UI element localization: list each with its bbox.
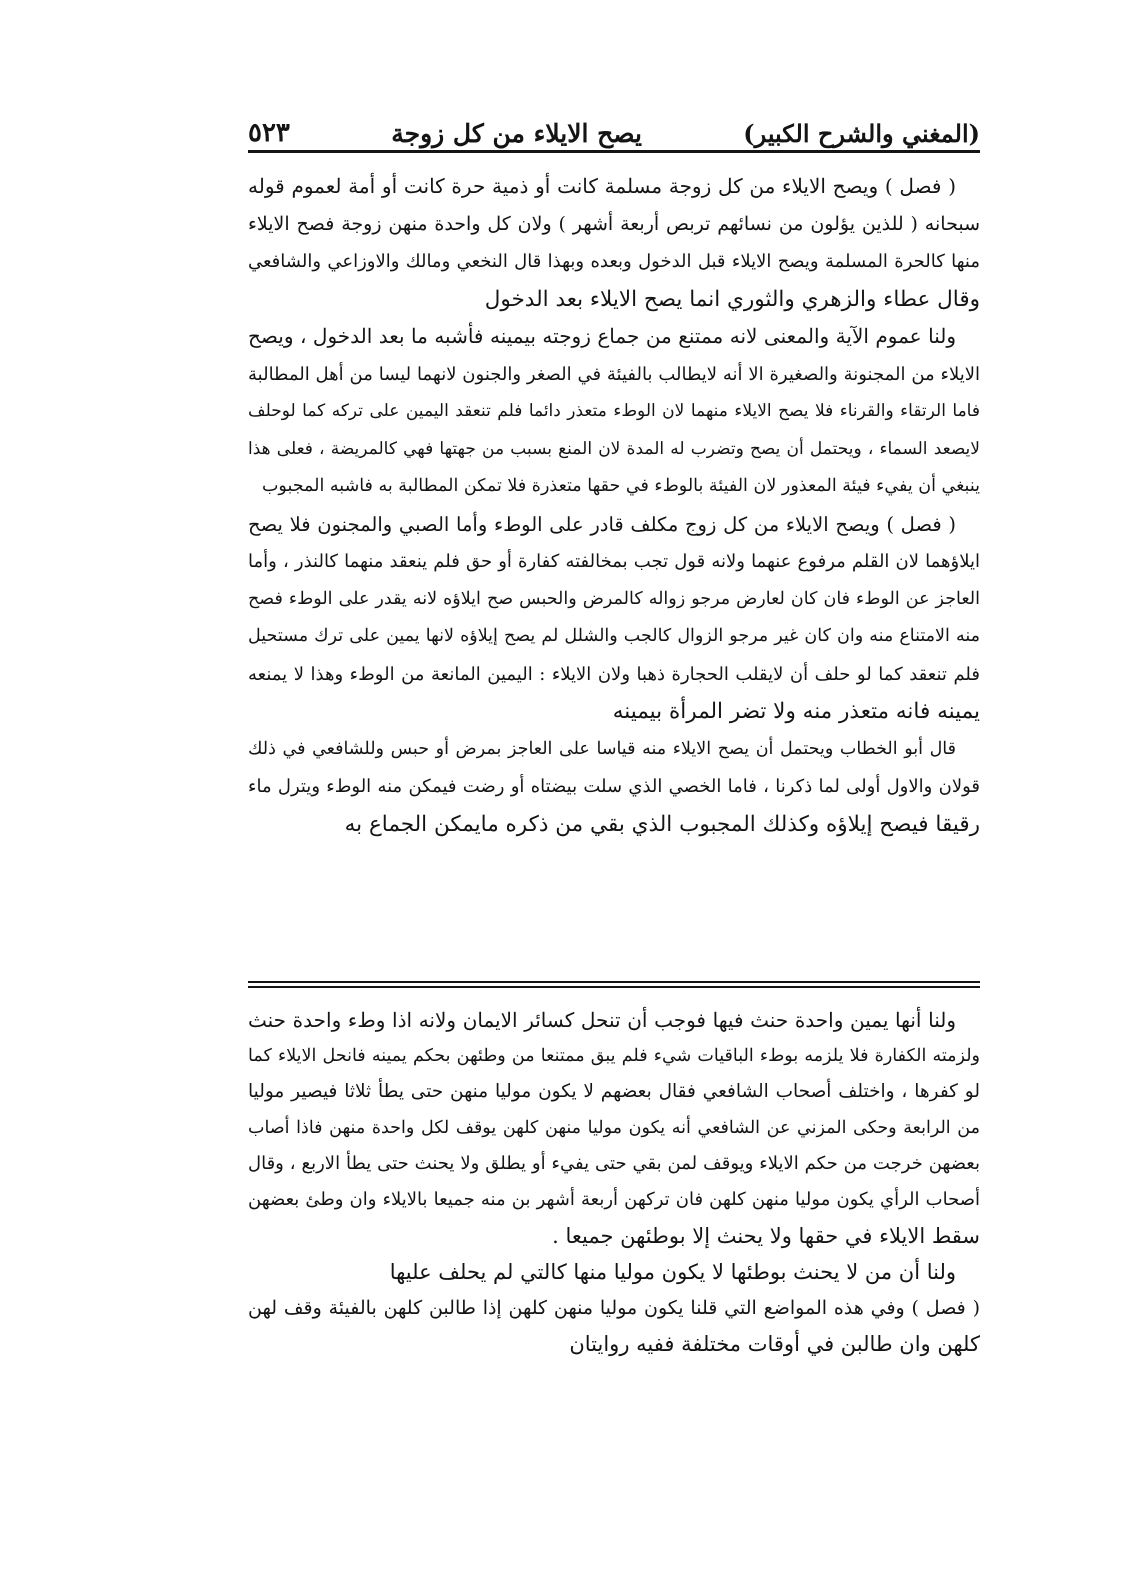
text-line: ( فصل ) ويصح الايلاء من كل زوج مكلف قادر على الوطء وأما الصبي والمجنون فلا يصح [248,512,956,536]
text-line: فاما الرتقاء والقرناء فلا يصح الايلاء منهما لان الوطء متعذر دائما فلم تنعقد اليمين على تركه كما لوحلف [248,401,980,421]
text-line: قولان والاول أولى لما ذكرنا ، فاما الخصي الذي سلت بيضتاه أو رضت فيمكن منه الوطء ويترل ماء [248,776,980,797]
footnote-text [248,1002,980,1362]
footnote-line: كلهن وان طالبن في أوقات مختلفة ففيه روايتان [569,1332,980,1356]
footnote-line: ولنا أن من لا يحنث بوطئها لا يكون موليا منها كالتي لم يحلف عليها [389,1260,956,1284]
text-line: فلم تنعقد كما لو حلف أن لايقلب الحجارة ذهبا ولان الايلاء : اليمين المانعة من الوطء وهذا لا يمنعه [248,663,980,685]
footnote-line: ( فصل ) وفي هذه المواضع التي قلنا يكون موليا منهن كلهن إذا طالبن كلهن بالفيئة وقف لهن [248,1297,980,1319]
footnote-line: من الرابعة وحكى المزني عن الشافعي أنه يكون موليا منهن كلهن يوقف لكل واحدة منهن فاذا أصاب [248,1118,980,1138]
running-title: يصح الايلاء من كل زوجة [391,119,642,148]
text-line: الايلاء من المجنونة والصغيرة الا أنه لايطالب بالفيئة في الصغر والجنون لانهما ليسا من أهل المطالبة [248,363,980,385]
footnote-line: لو كفرها ، واختلف أصحاب الشافعي فقال بعضهم لا يكون موليا منهن حتى يطأ ثلاثا فيصير موليا [248,1081,980,1102]
text-line: ينبغي أن يفيء فيئة المعذور لان الفيئة بالوطء في حقها متعذرة فلا تمكن المطالبة به فاشبه المجبوب [261,476,980,496]
header-rule [248,150,980,153]
footnote-line: ولنا أنها يمين واحدة حنث فيها فوجب أن تنحل كسائر الايمان ولانه اذا وطء واحدة حنث [248,1008,956,1032]
page-header [248,98,980,148]
text-line: سبحانه ( للذين يؤلون من نسائهم تربص أربعة أشهر ) ولان كل واحدة منهن زوجة فصح الايلاء [248,212,980,235]
page-number: ٥٢٣ [248,118,290,148]
footnote-line: بعضهن خرجت من حكم الايلاء ويوقف لمن بقي حتى يفيء أو يطلق ولا يحنث حتى يطأ الاربع ، وقال [248,1153,980,1174]
footnote-separator [248,981,980,991]
text-line: منها كالحرة المسلمة ويصح الايلاء قبل الدخول وبعده وبهذا قال النخعي ومالك والاوزاعي والشافعي [248,251,980,272]
footnote-line: أصحاب الرأي يكون موليا منهن كلهن فان تركهن أربعة أشهر بن منه جميعا بالايلاء وان وطئ بعضهن [248,1189,980,1210]
text-line: لايصعد السماء ، ويحتمل أن يصح وتضرب له المدة لان المنع بسبب من جهتها فهي كالمريضة ، فعلى هذا [248,438,980,459]
text-line: يمينه فانه متعذر منه ولا تضر المرأة بيمينه [612,699,980,724]
book-title: (المغني والشرح الكبير) [743,119,980,148]
text-line: منه الامتناع منه وان كان غير مرجو الزوال كالجب والشلل لم يصح إيلاؤه لانها يمين على ترك مستحيل [248,626,980,646]
text-line: العاجز عن الوطء فان كان لعارض مرجو زواله كالمرض والحبس صح ايلاؤه لانه يقدر على الوطء فصح [248,588,980,609]
book-page [248,98,980,1518]
text-line: ايلاؤهما لان القلم مرفوع عنهما ولانه قول تجب بمخالفته كفارة أو حق فلم ينعقد منهما كالنذر ، وأما [248,551,980,572]
text-line: قال أبو الخطاب ويحتمل أن يصح الايلاء منه قياسا على العاجز بمرض أو حبس وللشافعي في ذلك [248,738,956,759]
text-line: وقال عطاء والزهري والثوري انما يصح الايلاء بعد الدخول [484,286,980,312]
text-line: ( فصل ) ويصح الايلاء من كل زوجة مسلمة كانت أو ذمية حرة كانت أو أمة لعموم قوله [248,174,956,198]
main-text [248,168,980,843]
footnote-line: سقط الايلاء في حقها ولا يحنث إلا بوطئهن جميعا . [552,1224,980,1248]
footnote-line: ولزمته الكفارة فلا يلزمه بوطء الباقيات شيء فلم يبق ممتنعا من وطئهن بحكم يمينه فانحل الايلاء كما [248,1046,980,1066]
text-line: ولنا عموم الآية والمعنى لانه ممتنع من جماع زوجته بيمينه فأشبه ما بعد الدخول ، ويصح [248,324,956,348]
text-line: رقيقا فيصح إيلاؤه وكذلك المجبوب الذي بقي من ذكره مايمكن الجماع به [344,811,980,837]
